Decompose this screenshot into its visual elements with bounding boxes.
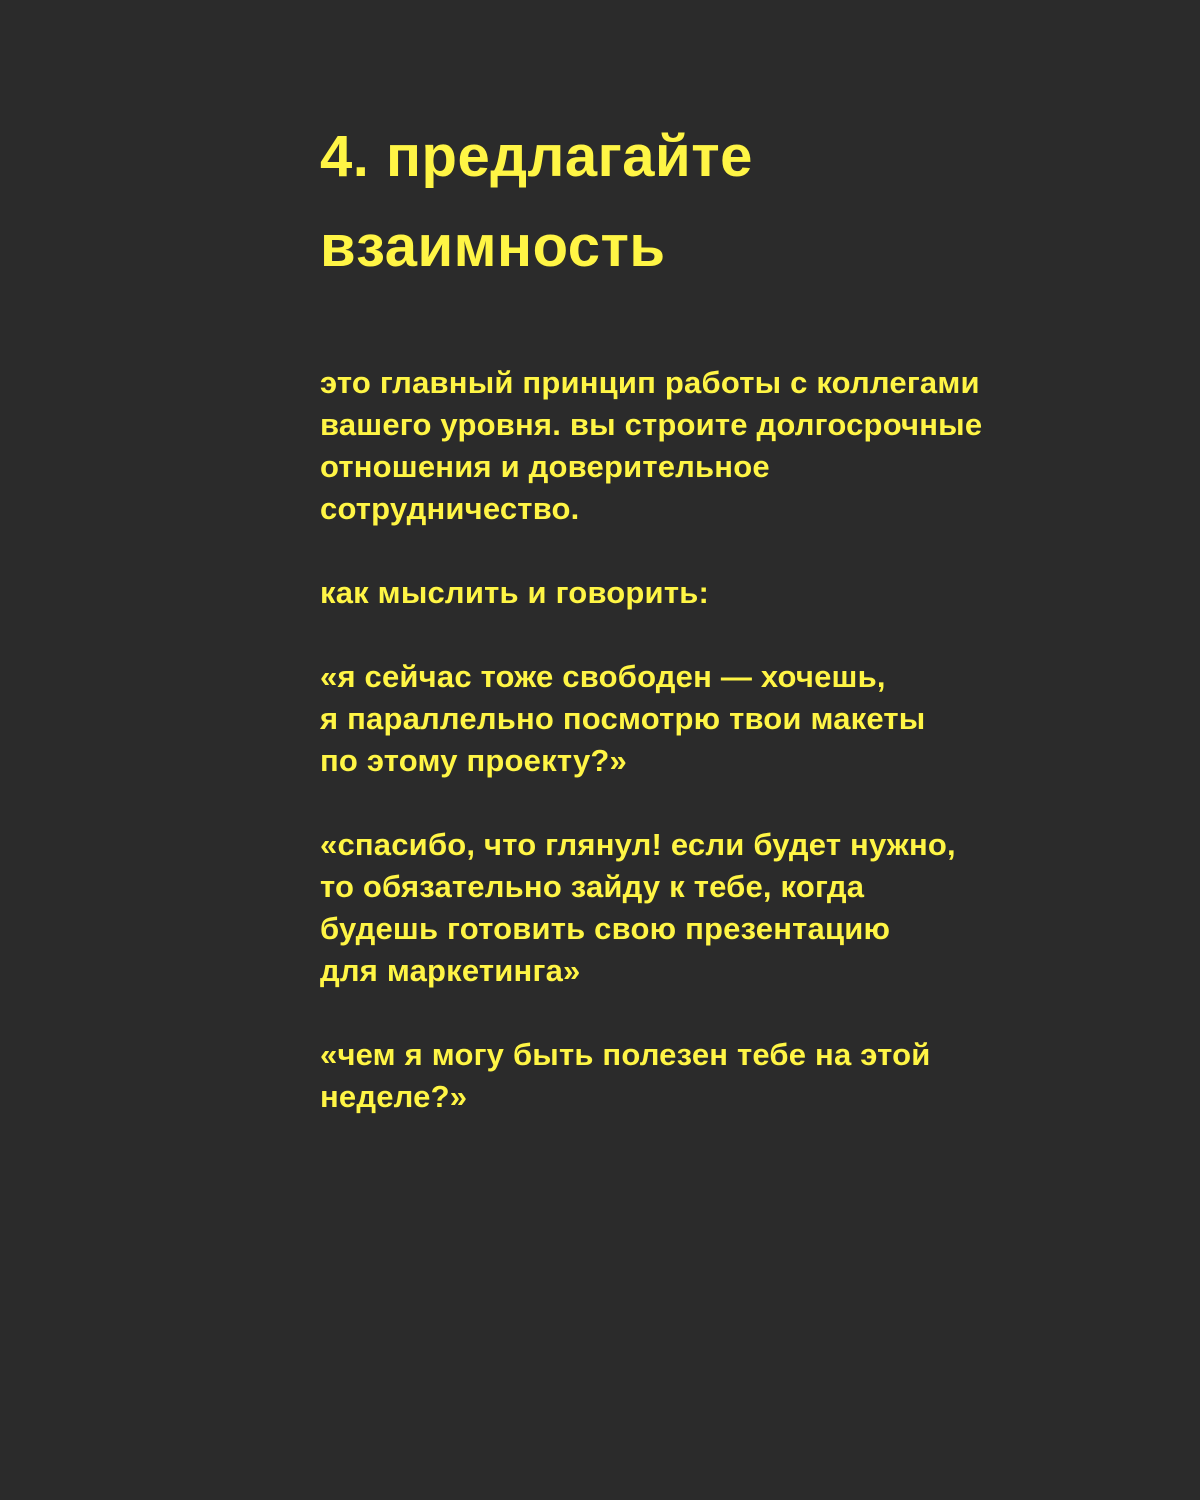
quote-line: я параллельно посмотрю твои макеты <box>320 701 926 736</box>
quote-line: «чем я могу быть полезен тебе на этой <box>320 1037 931 1072</box>
intro-paragraph <box>320 362 1120 530</box>
quote-line: для маркетинга» <box>320 953 581 988</box>
intro-line: вашего уровня. вы строите долгосрочные <box>320 407 983 442</box>
title-line: 4. предлагайте <box>320 124 753 189</box>
quote-paragraph-3 <box>320 1034 1120 1118</box>
quote-line: то обязательно зайду к тебе, когда <box>320 869 865 904</box>
quote-paragraph-2 <box>320 824 1120 992</box>
quote-line: будешь готовить свою презентацию <box>320 911 891 946</box>
quote-line: по этому проекту?» <box>320 743 627 778</box>
quote-line: «спасибо, что глянул! если будет нужно, <box>320 827 956 862</box>
slide-content <box>320 112 1120 1118</box>
slide-title <box>320 112 1120 292</box>
quote-paragraph-1 <box>320 656 1120 782</box>
title-line: взаимность <box>320 214 666 279</box>
intro-line: это главный принцип работы с коллегами <box>320 365 980 400</box>
how-to-heading <box>320 572 1120 614</box>
quote-line: «я сейчас тоже свободен — хочешь, <box>320 659 886 694</box>
intro-line: сотрудничество. <box>320 491 580 526</box>
intro-line: отношения и доверительное <box>320 449 770 484</box>
how-to-line: как мыслить и говорить: <box>320 575 709 610</box>
quote-line: неделе?» <box>320 1079 468 1114</box>
